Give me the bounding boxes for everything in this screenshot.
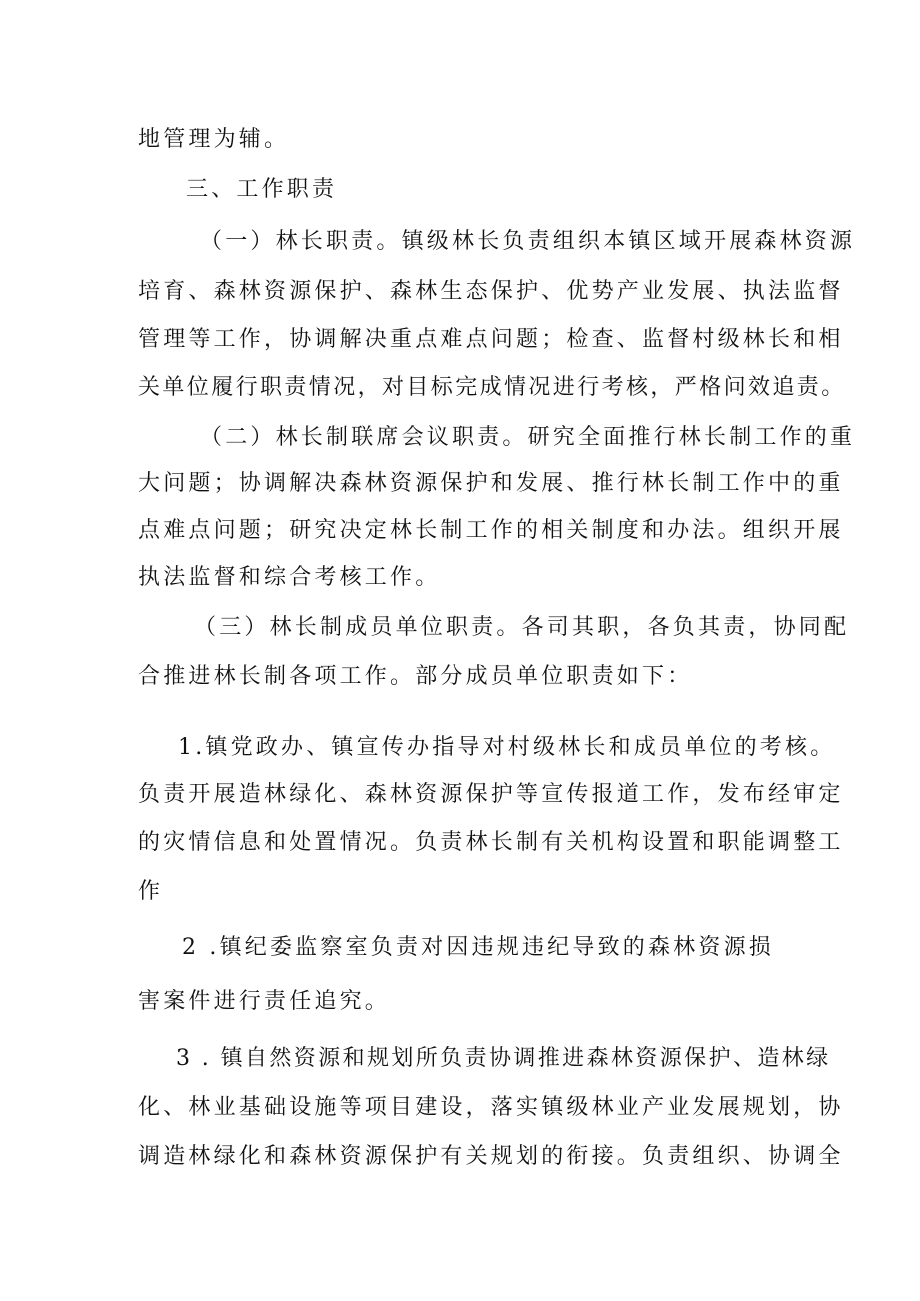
text-line: 关单位履行职责情况，对目标完成情况进行考核，严格问效追责。	[138, 375, 846, 400]
list-item: 1.镇党政办、镇宣传办指导对村级林长和成员单位的考核。	[178, 735, 836, 760]
list-item: 2 .镇纪委监察室负责对因违规违纪导致的森林资源损	[182, 935, 774, 960]
text-line: 管理等工作，协调解决重点难点问题；检查、监督村级林长和相	[138, 327, 844, 352]
text-line: 执法监督和综合考核工作。	[138, 565, 441, 590]
text-line: 害案件进行责任追究。	[138, 989, 391, 1014]
text-line: 负责开展造林绿化、森林资源保护等宣传报道工作，发布经审定	[138, 782, 844, 807]
text-line: 作	[138, 879, 164, 904]
section-heading: 三、工作职责	[186, 177, 338, 202]
text-line: （三）林长制成员单位职责。各司其职，各负其责，协同配	[194, 615, 850, 640]
text-line: （二）林长制联席会议职责。研究全面推行林长制工作的重	[200, 425, 856, 450]
text-line: 大问题；协调解决森林资源保护和发展、推行林长制工作中的重	[138, 471, 844, 496]
text-line: 合推进林长制各项工作。部分成员单位职责如下：	[138, 664, 693, 689]
text-line: （一）林长职责。镇级林长负责组织本镇区域开展森林资源	[200, 229, 856, 254]
text-line: 化、林业基础设施等项目建设，落实镇级林业产业发展规划，协	[138, 1095, 844, 1120]
text-line: 的灾情信息和处置情况。负责林长制有关机构设置和职能调整工	[138, 830, 844, 855]
text-line: 点难点问题；研究决定林长制工作的相关制度和办法。组织开展	[138, 518, 844, 543]
text-line: 调造林绿化和森林资源保护有关规划的衔接。负责组织、协调全	[138, 1144, 844, 1169]
text-line: 地管理为辅。	[138, 127, 290, 152]
list-item: 3 . 镇自然资源和规划所负责协调推进森林资源保护、造林绿	[176, 1046, 831, 1071]
text-line: 培育、森林资源保护、森林生态保护、优势产业发展、执法监督	[138, 279, 844, 304]
